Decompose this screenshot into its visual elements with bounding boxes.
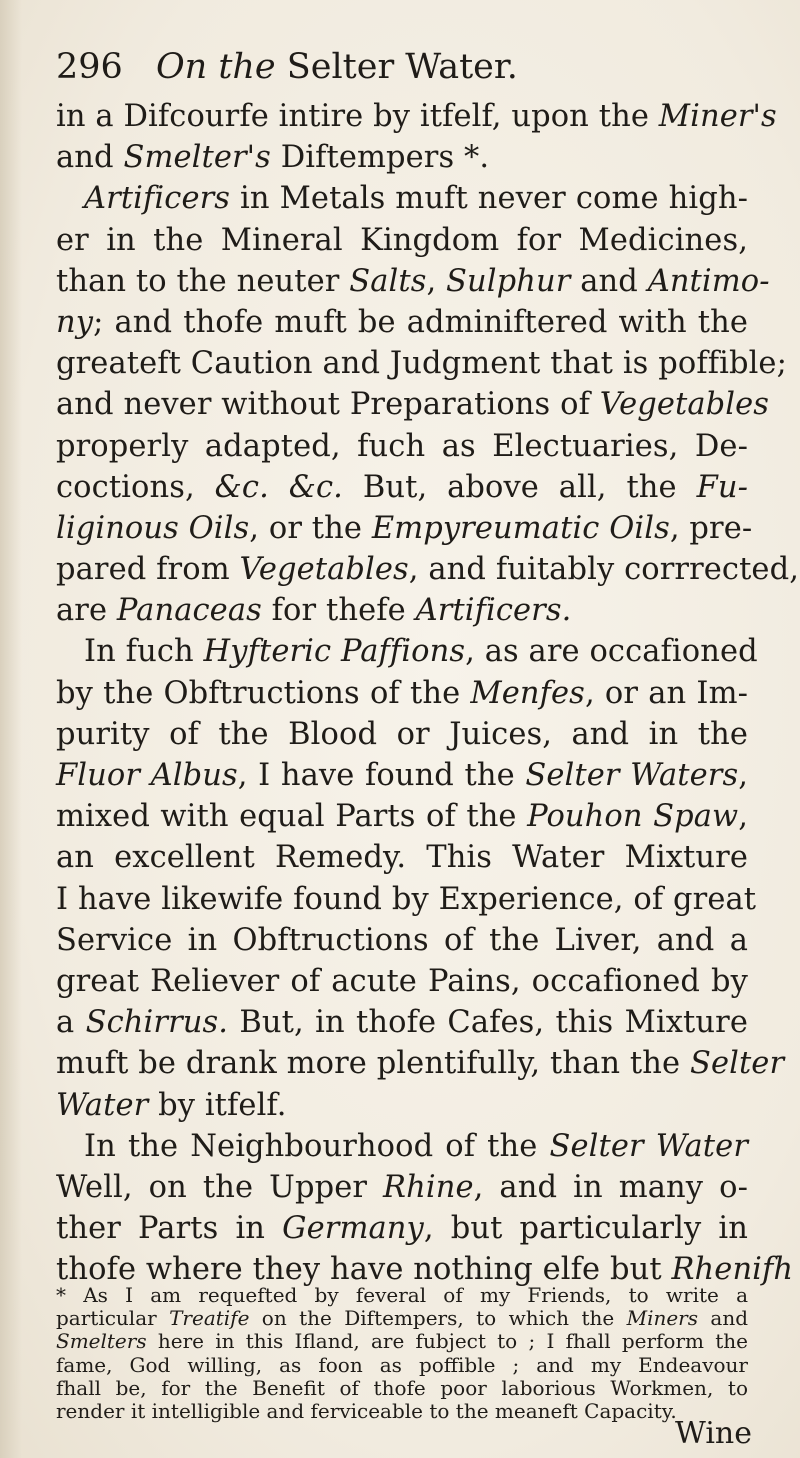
- text-run: on the Diftempers, to which the: [249, 1306, 627, 1331]
- text-line: [56, 137, 748, 178]
- text-run-italic: Vegetables: [599, 387, 770, 423]
- footnote-line: * As I am requefted by feveral of my Friends, to write a: [56, 1283, 748, 1307]
- footnote-line: fame, God willing, as foon as poffible ; and my Endeavour: [56, 1352, 748, 1377]
- text-run: and never without Preparations of: [56, 387, 600, 423]
- text-run: here in this Ifland, are fubject to ; I fhall perform the: [146, 1329, 748, 1354]
- text-line: [56, 1208, 748, 1249]
- running-title-italic: On the: [155, 47, 276, 87]
- text-run-italic: Rhine: [383, 1169, 474, 1205]
- text-line: [56, 1167, 748, 1208]
- text-run: But, above all, the: [342, 469, 697, 505]
- text-run-italic: Vegetables: [239, 552, 409, 588]
- text-run-italic: ny: [56, 304, 94, 340]
- text-line: Service in Obftructions of the Liver, and a: [56, 922, 748, 958]
- text-run: , pre-: [669, 510, 753, 546]
- page-number: 296: [56, 47, 123, 87]
- text-run: ; and thofe muft be adminiftered with the: [93, 304, 748, 340]
- text-run-italic: Selter Waters: [525, 758, 739, 793]
- text-run-italic: Germany: [282, 1211, 424, 1247]
- binding-shadow: [0, 0, 22, 1458]
- body-text: [56, 96, 800, 1290]
- text-run: ,: [426, 263, 447, 299]
- text-run-italic: Miner's: [658, 99, 777, 134]
- text-run-italic: Fu-: [696, 469, 748, 505]
- running-head: [56, 42, 756, 92]
- text-run: in a Difcourfe intire by itfelf, upon the: [56, 99, 659, 134]
- text-run: pared from: [56, 552, 240, 588]
- text-line: [56, 755, 748, 796]
- catchword: Wine: [675, 1416, 752, 1451]
- footnote-line: [56, 1307, 748, 1330]
- text-run: by itfelf.: [148, 1087, 287, 1123]
- text-run-italic: Rhenifh: [671, 1252, 794, 1288]
- text-run: , I have found the: [237, 758, 526, 793]
- footnote-line: render it intelligible and ferviceable to the meaneft Capacity.: [56, 1398, 677, 1423]
- text-run: coctions,: [56, 469, 215, 505]
- text-line: [56, 261, 770, 302]
- text-run-italic: liginous Oils: [56, 510, 250, 546]
- text-run-italic: Miners: [626, 1306, 699, 1331]
- text-run: In the Neighbourhood of the: [84, 1128, 550, 1164]
- text-line: [56, 1002, 748, 1043]
- text-run: thofe where they have nothing elfe but: [56, 1252, 672, 1288]
- text-run: But, in thofe Cafes, this Mixture: [228, 1005, 748, 1041]
- footnote-line: fhall be, for the Benefit of thofe poor laborious Workmen, to: [56, 1375, 748, 1400]
- footnote-line: [56, 1330, 748, 1353]
- text-line: properly adapted, fuch as Electuaries, De-: [56, 428, 748, 464]
- text-run: , and fuitably corrrected,: [408, 552, 800, 588]
- text-run: Diftempers *.: [270, 140, 490, 176]
- text-run: , and in many o-: [473, 1169, 748, 1205]
- text-line: [56, 1043, 785, 1084]
- text-run: a: [56, 1005, 86, 1041]
- text-run-italic: &c. &c.: [214, 469, 343, 505]
- text-run-italic: Sulphur: [446, 263, 571, 299]
- text-run-italic: Smelter's: [123, 140, 271, 176]
- text-run: than to the neuter: [56, 263, 350, 299]
- text-line: [56, 302, 748, 343]
- running-title: Selter Water.: [286, 47, 518, 87]
- text-run: and: [56, 140, 124, 176]
- text-run: , but particularly in: [423, 1211, 748, 1247]
- text-run-italic: Selter: [689, 1046, 785, 1082]
- text-run: , as are occafioned: [465, 634, 758, 670]
- text-run-italic: Antimo-: [647, 263, 770, 299]
- text-line: [56, 467, 748, 508]
- text-line: I have likewife found by Experience, of great: [56, 881, 757, 917]
- text-run: and: [570, 263, 648, 299]
- text-line: [56, 796, 748, 837]
- text-line: greateft Caution and Judgment that is poffible;: [56, 346, 787, 382]
- text-run: and: [698, 1306, 749, 1331]
- text-line: great Reliever of acute Pains, occafioned by: [56, 963, 748, 999]
- text-line: [56, 1085, 748, 1126]
- text-run: In fuch: [84, 634, 204, 670]
- text-run-italic: Fluor Albus: [56, 758, 238, 793]
- text-run: , or an Im-: [584, 675, 748, 711]
- text-run-italic: Pouhon Spaw: [527, 799, 739, 835]
- text-line: an excellent Remedy. This Water Mixture: [56, 840, 748, 876]
- text-run: ther Parts in: [56, 1211, 283, 1247]
- text-run: by the Obftructions of the: [56, 675, 471, 711]
- text-line: [56, 590, 748, 631]
- text-run: in Metals muft never come high-: [230, 181, 748, 217]
- text-run-italic: Schirrus.: [85, 1005, 229, 1041]
- text-run: are: [56, 593, 117, 629]
- text-line: [56, 673, 748, 714]
- text-run: Well, on the Upper: [56, 1169, 384, 1205]
- text-run: muft be drank more plentifully, than the: [56, 1046, 690, 1082]
- text-run: ,: [738, 758, 748, 793]
- text-run-italic: Selter Water: [549, 1128, 748, 1164]
- text-line: [56, 549, 800, 590]
- text-line: [56, 384, 770, 425]
- text-run-italic: Empyreumatic Oils: [371, 510, 670, 546]
- text-run-italic: Water: [56, 1087, 149, 1123]
- text-run-italic: Salts: [349, 263, 427, 299]
- text-run: particular: [56, 1306, 170, 1331]
- text-run-italic: Treatife: [169, 1306, 250, 1331]
- text-run-italic: Smelters: [56, 1329, 147, 1354]
- text-run: mixed with equal Parts of the: [56, 799, 528, 835]
- text-line: [56, 1126, 748, 1167]
- text-line: purity of the Blood or Juices, and in the: [56, 716, 748, 752]
- text-line: [56, 178, 748, 219]
- text-line: [56, 96, 777, 137]
- text-run-italic: Artificers: [84, 181, 231, 217]
- text-line: [56, 631, 758, 672]
- text-run-italic: Panaceas: [116, 593, 262, 629]
- text-run: for thefe: [261, 593, 416, 629]
- footnote: [56, 1284, 748, 1423]
- text-run: ,: [738, 799, 748, 835]
- text-run-italic: Artificers.: [415, 593, 572, 629]
- text-line: er in the Mineral Kingdom for Medicines,: [56, 222, 748, 258]
- text-run-italic: Menfes: [470, 675, 585, 711]
- text-line: [56, 508, 753, 549]
- text-run: , or the: [249, 510, 372, 546]
- text-run-italic: Hyfteric Paffions: [203, 634, 466, 670]
